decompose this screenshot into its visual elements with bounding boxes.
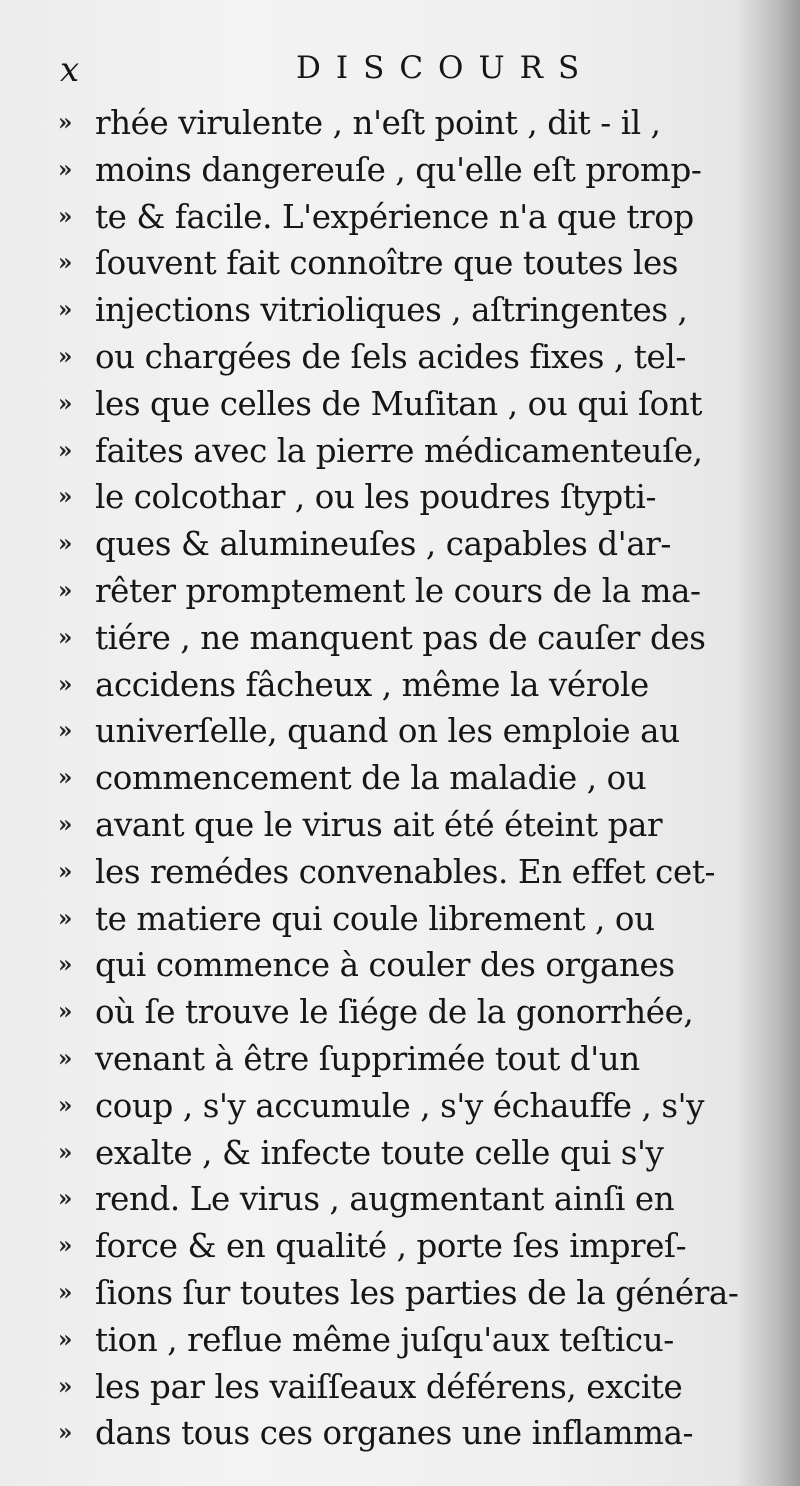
text-line (58, 474, 748, 521)
text-line (58, 755, 748, 802)
line-text: rend. Le virus , augmentant ainſi en (95, 1180, 675, 1219)
line-text: dans tous ces organes une inflamma- (95, 1414, 694, 1453)
text-line (58, 1223, 748, 1270)
text-line (58, 147, 748, 194)
page-header (60, 48, 750, 96)
quotation-mark: » (58, 109, 73, 136)
text-line (58, 896, 748, 943)
text-line (58, 615, 748, 662)
page-number: x (60, 50, 80, 90)
quotation-mark: » (58, 249, 73, 277)
quotation-mark: » (58, 296, 73, 324)
quotation-mark: » (58, 1232, 73, 1260)
line-text: force & en qualité , porte ſes impreſ- (95, 1227, 687, 1266)
quotation-mark: » (58, 483, 73, 511)
line-text: avant que le virus ait été éteint par (95, 805, 663, 844)
line-text: rêter promptement le cours de la ma- (95, 571, 701, 610)
text-line (58, 334, 748, 381)
line-text: faites avec la pierre médicamenteuſe, (95, 431, 703, 470)
quotation-mark: » (58, 342, 73, 370)
line-text: tion , reflue même juſqu'aux teſticu- (95, 1320, 674, 1359)
quotation-mark: » (58, 1419, 73, 1447)
line-text: les par les vaiſſeaux déférens, excite (95, 1367, 683, 1406)
quotation-mark: » (58, 670, 73, 698)
quotation-mark: » (58, 764, 73, 792)
text-line (58, 568, 748, 615)
quotation-mark: » (58, 1278, 73, 1306)
line-text: commencement de la maladie , ou (95, 759, 647, 798)
quotation-mark: » (58, 530, 73, 558)
quotation-mark: » (58, 998, 73, 1026)
text-line (58, 942, 748, 989)
text-line (58, 194, 748, 241)
quotation-mark: » (58, 389, 73, 417)
line-text: te matiere qui coule librement , ou (95, 899, 655, 938)
quotation-mark: » (58, 436, 73, 464)
line-text: ou chargées de ſels acides fixes , tel- (95, 337, 686, 376)
text-line (58, 1364, 748, 1411)
text-line (58, 849, 748, 896)
line-text: le colcothar , ou les poudres ſtypti- (95, 478, 657, 517)
line-text: accidens fâcheux , même la vérole (95, 665, 649, 704)
line-text: univerſelle, quand on les emploie au (95, 712, 680, 751)
quotation-mark: » (58, 576, 73, 604)
line-text: exalte , & infecte toute celle qui s'y (95, 1133, 664, 1172)
text-line (58, 1036, 748, 1083)
line-text: les que celles de Muſitan , ou qui ſont (95, 384, 703, 423)
quotation-mark: » (58, 951, 73, 979)
text-line (58, 662, 748, 709)
text-line (58, 802, 748, 849)
running-title: DISCOURS (296, 50, 595, 86)
line-text: te & facile. L'expérience n'a que trop (95, 197, 694, 236)
text-line (58, 1176, 748, 1223)
quotation-mark: » (58, 1091, 73, 1119)
quotation-mark: » (58, 904, 73, 932)
text-line (58, 1130, 748, 1177)
quotation-mark: » (58, 1185, 73, 1213)
line-text: ſions ſur toutes les parties de la généra- (95, 1273, 739, 1312)
line-text: ſouvent fait connoître que toutes les (95, 244, 679, 283)
quotation-mark: » (58, 810, 73, 838)
line-text: tiére , ne manquent pas de cauſer des (95, 618, 706, 657)
line-text: ques & alumineuſes , capables d'ar- (95, 525, 672, 564)
line-text: qui commence à couler des organes (95, 946, 675, 985)
line-text: coup , s'y accumule , s'y échauffe , s'y (95, 1086, 705, 1125)
quotation-mark: » (58, 1044, 73, 1072)
quotation-mark: » (58, 717, 73, 745)
body-text (58, 100, 748, 1457)
quotation-mark: » (58, 155, 73, 183)
quotation-mark: » (58, 1138, 73, 1166)
line-text: les remédes convenables. En effet cet- (95, 852, 716, 891)
quotation-mark: » (58, 1372, 73, 1400)
line-text: rhée virulente , n'eſt point , dit - il , (95, 104, 661, 142)
text-line (58, 989, 748, 1036)
text-line (58, 521, 748, 568)
text-line (58, 381, 748, 428)
text-line (58, 287, 748, 334)
text-line (58, 100, 748, 147)
line-text: moins dangereuſe , qu'elle eſt promp- (95, 150, 702, 189)
text-line (58, 1083, 748, 1130)
text-line (58, 1410, 748, 1457)
text-line (58, 1270, 748, 1317)
text-line (58, 1317, 748, 1364)
line-text: injections vitrioliques , aſtringentes , (95, 291, 688, 330)
quotation-mark: » (58, 202, 73, 230)
quotation-mark: » (58, 623, 73, 651)
line-text: où ſe trouve le ſiége de la gonorrhée, (95, 993, 694, 1032)
quotation-mark: » (58, 857, 73, 885)
text-line (58, 240, 748, 287)
quotation-mark: » (58, 1325, 73, 1353)
line-text: venant à être ſupprimée tout d'un (95, 1039, 640, 1078)
text-line (58, 708, 748, 755)
text-line (58, 428, 748, 475)
